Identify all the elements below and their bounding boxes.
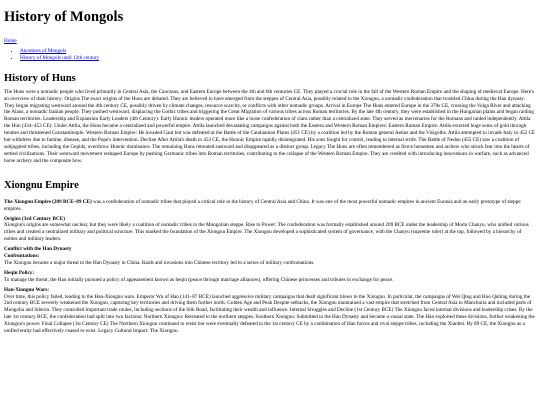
xiongnu-intro	[4, 199, 536, 213]
nav-list-item	[20, 55, 536, 62]
xiongnu-intro-text: was a confederation of nomadic tribes that played a critical role in the history of Central Asia and China. It was one of the most powerful nomadic empires in ancient Eurasia and an early prototype of steppe empires.	[4, 198, 521, 212]
nav-list-item	[20, 48, 536, 55]
heqin-text: To manage the threat, the Han initially pursued a policy of appeasement known as heqin (peace through marriage alliances), offering Chinese princesses and tributes in exchange for peace.	[4, 276, 394, 283]
xiongnu-intro-bold: The Xiongnu Empire (209 BCE–89 CE)	[4, 198, 92, 205]
confrontations-heading: Confrontations:	[4, 253, 40, 260]
wars-heading: Han-Xiongnu Wars:	[4, 286, 50, 293]
nav-list	[4, 48, 536, 62]
page-title: History of Mongols	[4, 9, 124, 25]
xiongnu-heading: Xiongnu Empire	[4, 179, 79, 191]
huns-heading: History of Huns	[4, 72, 76, 84]
nav-link-history-until-12th[interactable]: History of Mongols until 12th century	[20, 54, 100, 61]
nav-link-ancestors[interactable]: Ancestors of Mongols	[20, 47, 67, 54]
home-link[interactable]: Home	[4, 38, 17, 44]
wars-text: Over time, this policy failed, leading to the Han-Xiongnu wars. Emperor Wu of Han (141–87 BCE) launched aggressive military campaigns that dealt significant blows to the Xiongnu. In particular, the campaigns of Wei Qing and Huo Qubing during the 2nd century BCE severely weakened the Xiongnu, capturing key territories and driving them further north. Golden Age and Peak Despite setbacks, the Xiongnu maintained a vast empire that stretched from Central Asia to Manchuria and included parts of Mongolia and Siberia. They controlled important trade routes, including sections of the Silk Road, facilitating their wealth and influence. Internal Struggles and Decline (1st Century BCE) The Xiongnu faced internal divisions and leadership crises. By the late 1st century BCE, the confederation had split into two factions: Northern Xiongnu: Retreated to the northern steppes. Southern Xiongnu: Submitted to the Han Dynasty and became a vassal state. The Han exploited these divisions, further weakening the Xiongnu's power. Final Collapse (1st Century CE) The Northern Xiongnu continued to resist but were eventually defeated in the 1st century CE by a combination of Han forces and rival steppe tribes, including the Xianbei. By 89 CE, the Xiongnu as a unified entity had effectively ceased to exist. Legacy Cultural Impact: The Xiongnu	[4, 293, 535, 335]
confrontations-text: The Xiongnu became a major threat to the Han Dynasty in China. Raids and invasions into Chinese territory led to a series of military confrontations.	[4, 259, 315, 266]
origins-text: Xiongnu's origins are somewhat unclear, but they were likely a coalition of nomadic tribes in the Mongolian steppe. Rise to Power: The confederation was formally established around 209 BCE under the leadership of Modu Chanyu, who unified various tribes and created a centralized military and political structure. This marked the foundation of the Xiongnu Empire. The Xiongnu developed a sophisticated system of governance, with the Chanyu (supreme ruler) at the top, followed by a hierarchy of nobles and military leaders.	[4, 222, 529, 243]
huns-paragraph: The Huns were a nomadic people who lived primarily in Central Asia, the Caucasus, and Eastern Europe between the 4th and 6th centuries CE. They played a crucial role in the fall of the Western Roman Empire and the shaping of medieval Europe. Here's an overview of their history: Origins The exact origins of the Huns are debated. They are believed to have emerged from the steppes of Central Asia, possibly related to the Xiongnu, a nomadic confederation that troubled China during the Han dynasty. They began migrating westward around the 4th century CE, possibly driven by climate changes, resource scarcity, or conflicts with other nomadic groups. Arrival in Europe The Huns entered Europe in the 370s CE, crossing the Volga River and attacking the Alans, a nomadic Iranian people. They pushed westward, displacing the Gothic tribes and triggering the Great Migration of various tribes across Roman territories. By the late 4th century, they were established in the Hungarian plains and began raiding Roman territories. Leadership and Expansion Early Leaders (4th Century): Early Hunnic leaders operated more like a loose confederation of clans rather than a centralized state. They served as mercenaries for the Romans and raided independently. Attila the Hun (434–453 CE): Under Attila, the Huns became a centralized and powerful empire. Attila launched devastating campaigns against both the Eastern and Western Roman Empires: Eastern Roman Empire: Attila extorted huge sums of gold through treaties and threatened Constantinople. Western Roman Empire: He invaded Gaul but was defeated at the Battle of the Catalaunian Plains (451 CE) by a coalition led by the Roman general Aetius and the Visigoths. Attila attempted to invade Italy in 452 CE but withdrew due to famine, disease, and the Pope's intervention. Decline After Attila's death in 453 CE, the Hunnic Empire rapidly disintegrated. His sons fought for control, leading to internal strife. The Battle of Nedao (455 CE) saw a coalition of subjugated tribes, including the Gepids, overthrow Hunnic dominance. The remaining Huns retreated eastward and disappeared as a distinct group. Legacy The Huns are often remembered as fierce horsemen and archers who struck fear into the hearts of settled civilizations. Their westward movement reshaped Europe by pushing Germanic tribes into Roman territories, contributing to the collapse of the Western Roman Empire. They are credited with introducing innovations in warfare, such as advanced horse archery and the composite bow.	[4, 88, 536, 164]
conflict-heading: Conflict with the Han Dynasty	[4, 246, 72, 253]
origins-heading: Origins (3rd Century BCE)	[4, 215, 65, 222]
heqin-heading: Heqin Policy:	[4, 269, 35, 276]
